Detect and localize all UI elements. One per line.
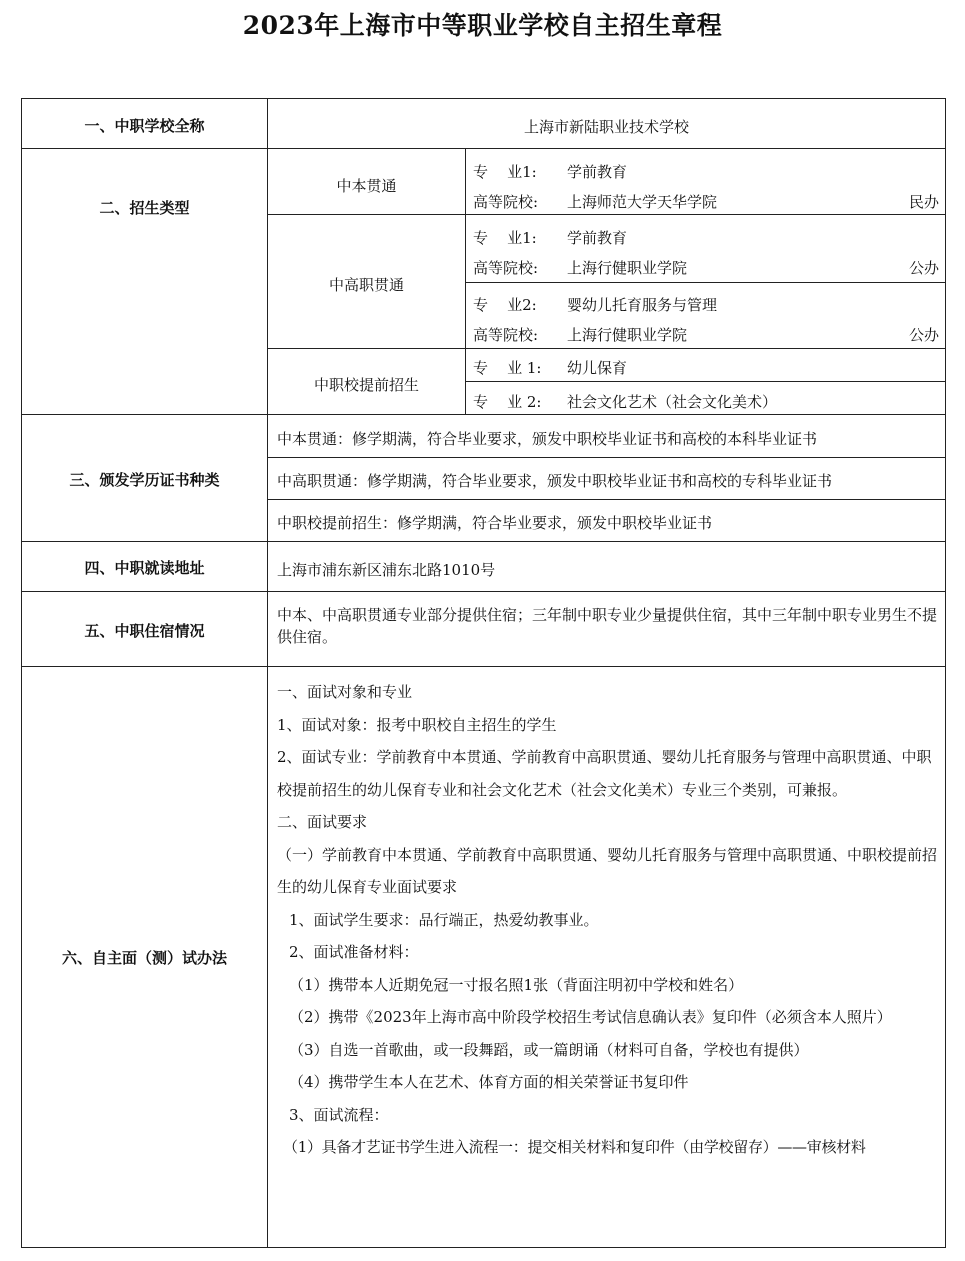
study-address-value: 上海市浦东新区浦东北路1010号 (277, 561, 496, 579)
major-key: 专 业 2: (473, 393, 542, 411)
entry-school-row (473, 257, 939, 278)
entry-major-row (473, 391, 939, 412)
type-name: 中本贯通 (336, 177, 397, 195)
label-certificate-type: 三、颁发学历证书种类 (69, 471, 220, 489)
document-title: 2023年上海市中等职业学校自主招生章程 (242, 11, 723, 40)
interview-line: 2、面试准备材料： (289, 943, 419, 961)
major-value: 学前教育 (567, 229, 628, 247)
interview-line: （3）自选一首歌曲，或一段舞蹈，或一篇朗诵（材料可自备，学校也有提供） (289, 1040, 809, 1059)
school-value: 上海行健职业学院 (567, 259, 688, 277)
interview-content (277, 676, 944, 1164)
interview-line: 1、面试学生要求：品行端正，热爱幼教事业。 (289, 910, 599, 929)
entry-major-row (473, 357, 939, 378)
school-value: 上海行健职业学院 (567, 326, 688, 344)
label-school-name: 一、中职学校全称 (84, 117, 205, 135)
school-value: 上海师范大学天华学院 (567, 193, 718, 211)
ownership-tag: 公办 (908, 326, 939, 344)
interview-line: 3、面试流程： (289, 1105, 389, 1124)
label-accommodation: 五、中职住宿情况 (84, 622, 205, 640)
label-enrollment-type: 二、招生类型 (99, 199, 190, 217)
entry-school-row (473, 191, 939, 212)
certificate-row: 中职校提前招生：修学期满，符合毕业要求，颁发中职校毕业证书 (277, 514, 713, 532)
school-key: 高等院校: (473, 259, 539, 277)
major-key: 专 业 1: (473, 359, 542, 377)
interview-line: （一）学前教育中本贯通、学前教育中高职贯通、婴幼儿托育服务与管理中高职贯通、中职校提前招生的幼儿保育专业面试要求 (277, 845, 938, 896)
interview-line: 二、面试要求 (277, 813, 368, 831)
major-value: 学前教育 (567, 163, 628, 181)
major-key: 专 业2: (473, 296, 537, 314)
interview-line: 1、面试对象：报考中职校自主招生的学生 (277, 715, 557, 734)
major-value: 社会文化艺术（社会文化美术） (567, 393, 778, 411)
certificate-row: 中本贯通：修学期满，符合毕业要求，颁发中职校毕业证书和高校的本科毕业证书 (277, 430, 818, 448)
label-interview-method: 六、自主面（测）试办法 (61, 949, 227, 967)
interview-line: 一、面试对象和专业 (277, 683, 413, 701)
major-key: 专 业1: (473, 163, 537, 181)
interview-line: 2、面试专业：学前教育中本贯通、学前教育中高职贯通、婴幼儿托育服务与管理中高职贯通、中职校提前招生的幼儿保育专业和社会文化艺术（社会文化美术）专业三个类别，可兼报。 (277, 748, 932, 799)
school-key: 高等院校: (473, 326, 539, 344)
ownership-tag: 民办 (908, 193, 939, 211)
major-value: 幼儿保育 (567, 359, 628, 377)
entry-major-row (473, 294, 939, 315)
certificate-row: 中高职贯通：修学期满，符合毕业要求，颁发中职校毕业证书和高校的专科毕业证书 (277, 472, 833, 490)
type-name: 中高职贯通 (328, 276, 404, 294)
accommodation-value: 中本、中高职贯通专业部分提供住宿；三年制中职专业少量提供住宿，其中三年制中职专业男生不提供住宿。 (277, 606, 938, 646)
entry-major-row (473, 161, 939, 182)
ownership-tag: 公办 (908, 259, 939, 277)
entry-major-row (473, 227, 939, 248)
interview-line: （2）携带《2023年上海市高中阶段学校招生考试信息确认表》复印件（必须含本人照片） (289, 1008, 892, 1026)
school-name-value: 上海市新陆职业技术学校 (523, 118, 689, 136)
label-study-address: 四、中职就读地址 (84, 559, 205, 577)
major-value: 婴幼儿托育服务与管理 (567, 296, 718, 314)
interview-line: （1）具备才艺证书学生进入流程一：提交相关材料和复印件（由学校留存）——审核材料 (283, 1138, 866, 1156)
major-key: 专 业1: (473, 229, 537, 247)
entry-school-row (473, 324, 939, 345)
type-name: 中职校提前招生 (313, 376, 419, 394)
school-key: 高等院校: (473, 193, 539, 211)
interview-line: （4）携带学生本人在艺术、体育方面的相关荣誉证书复印件 (289, 1073, 689, 1091)
interview-line: （1）携带本人近期免冠一寸报名照1张（背面注明初中学校和姓名） (289, 975, 744, 994)
